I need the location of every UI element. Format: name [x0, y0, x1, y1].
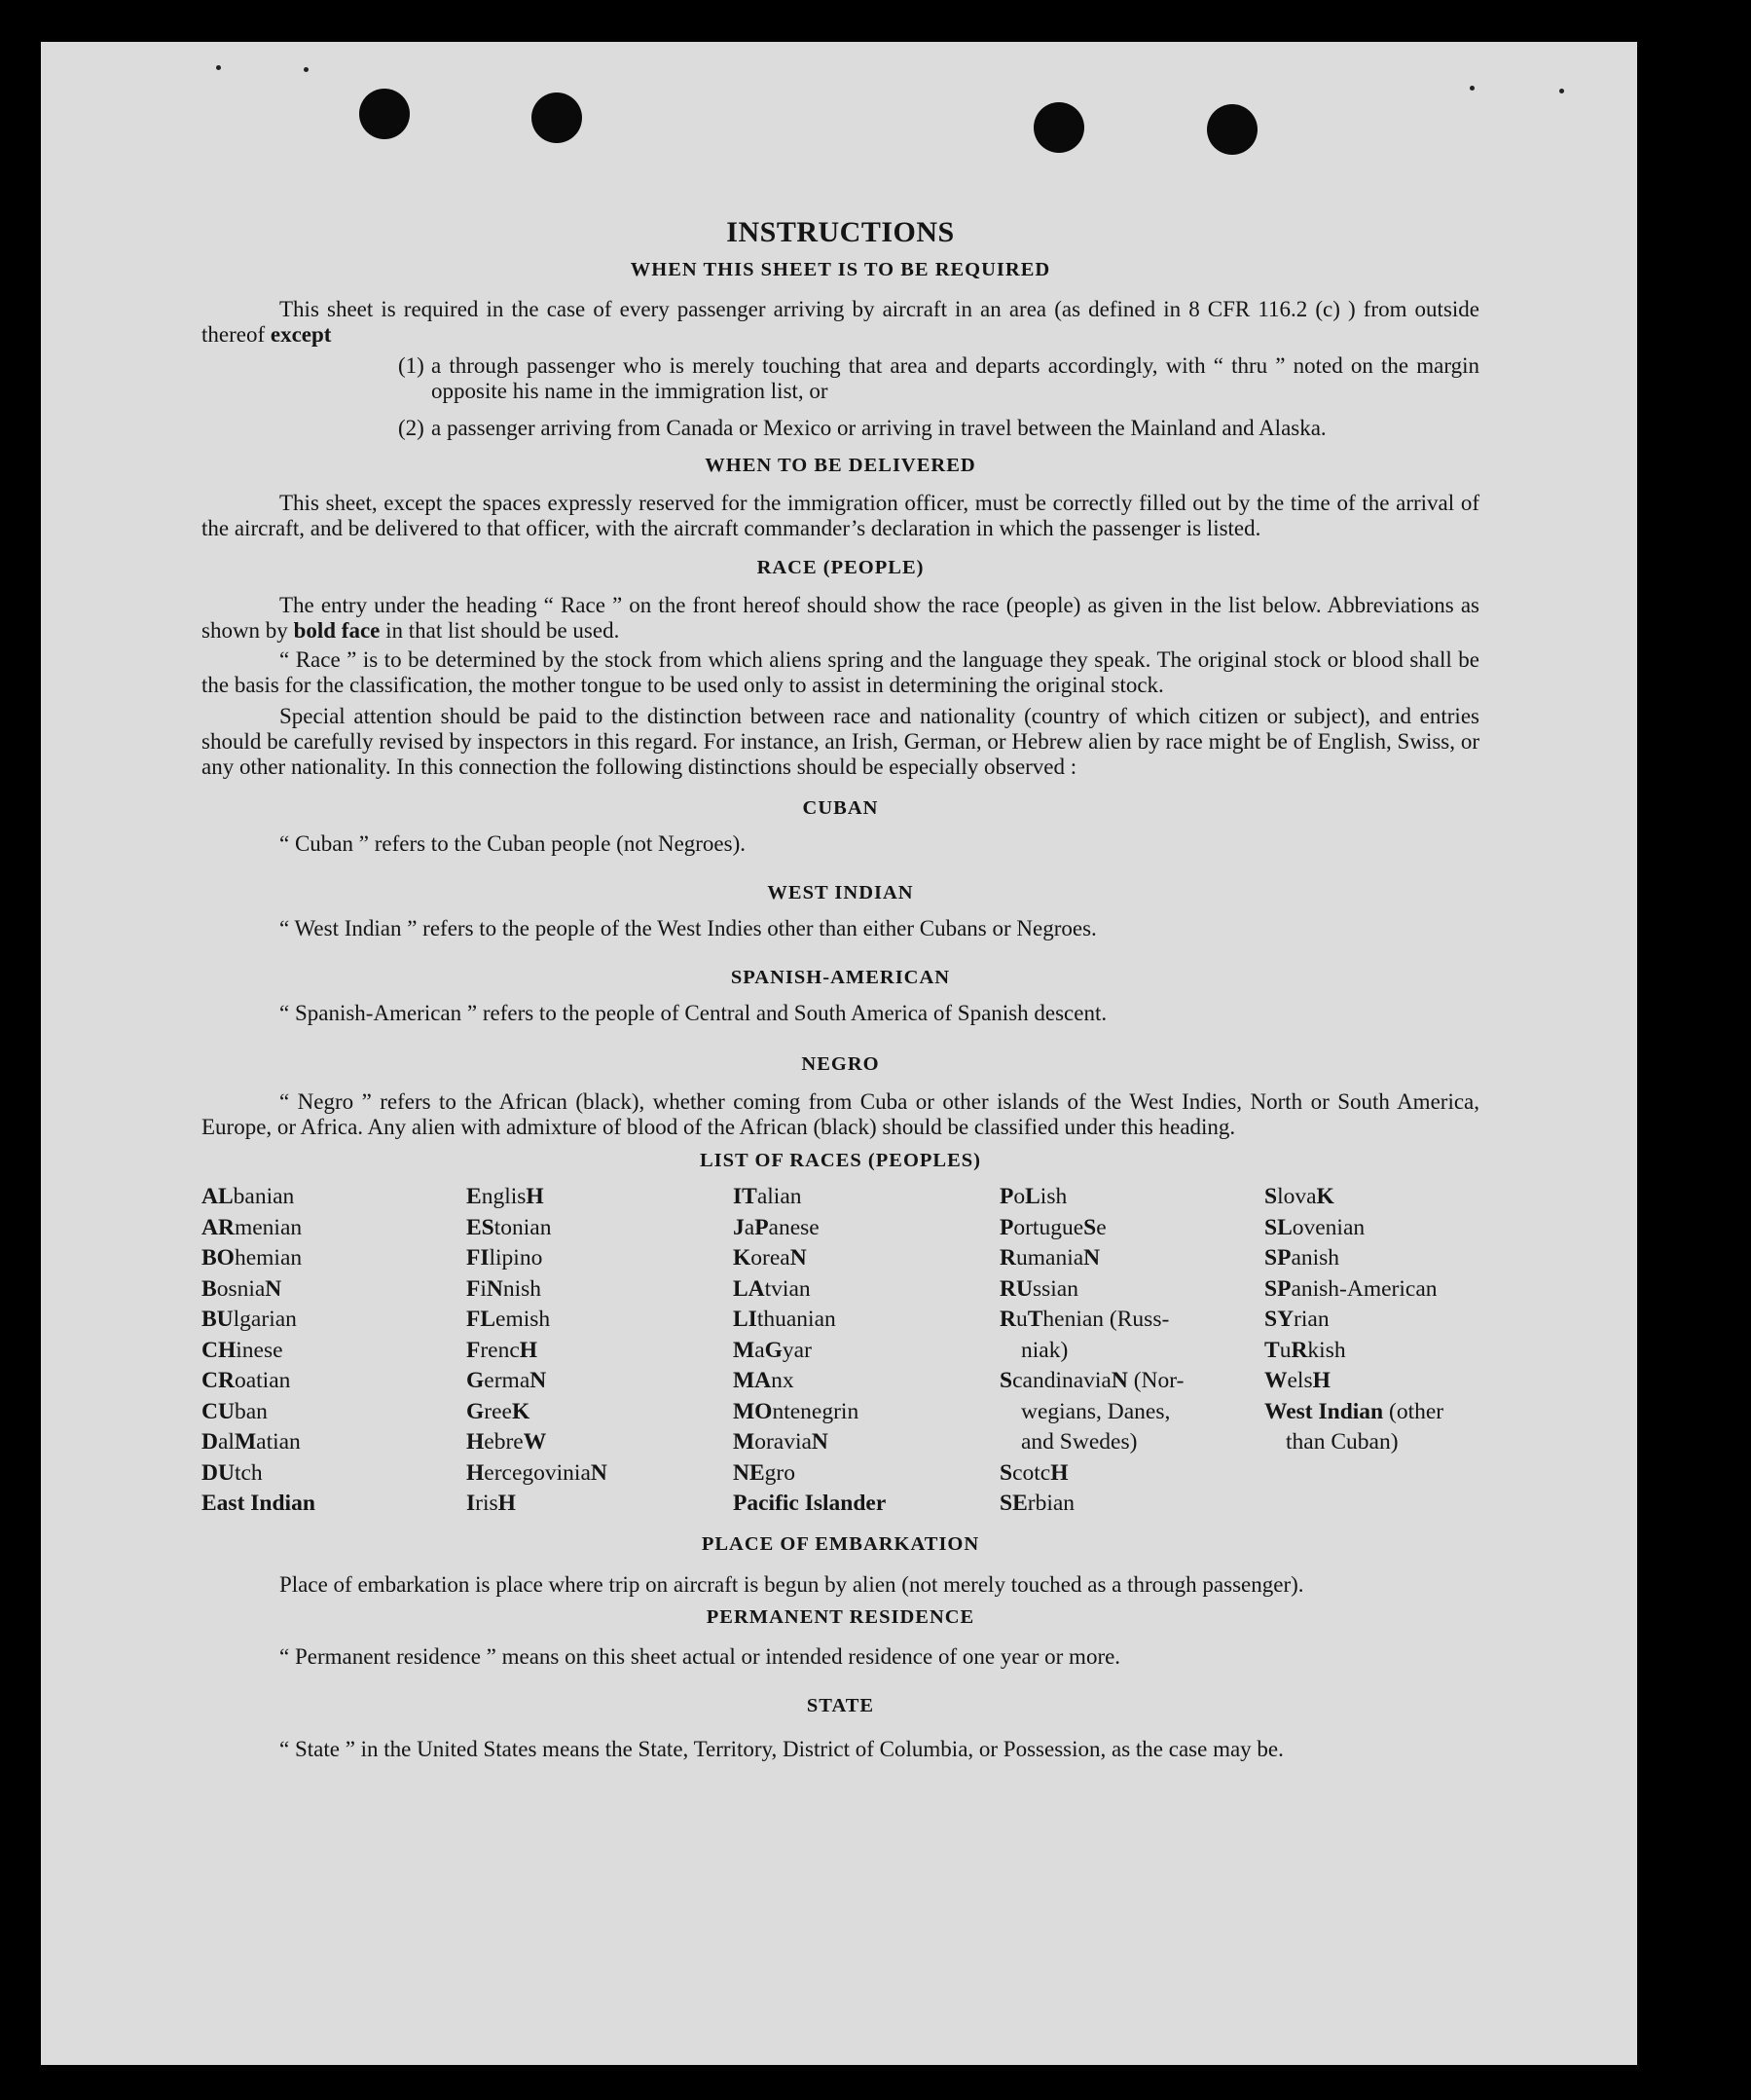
- race-entry: SLovenian: [1264, 1214, 1366, 1240]
- race-entry: BOhemian: [201, 1245, 303, 1271]
- race-entry: BosniaN: [201, 1275, 282, 1302]
- race-entry: SPanish: [1264, 1245, 1340, 1271]
- heading-embarkation: PLACE OF EMBARKATION: [701, 1532, 980, 1555]
- heading-spanish-american: SPANISH-AMERICAN: [730, 967, 951, 988]
- race-paragraph-1: The entry under the heading “ Race ” on the front hereof should show the race (people) as given in the list below. Abbreviations as shown by bold face in that list should be used.: [201, 593, 1479, 643]
- race-entry: DUtch: [201, 1459, 263, 1486]
- race-entry: LIthuanian: [733, 1307, 836, 1332]
- race-entry: BUlgarian: [201, 1307, 297, 1332]
- race-entry: FiNnish: [466, 1275, 542, 1302]
- race-entry: ITalian: [733, 1184, 802, 1209]
- negro-text: “ Negro ” refers to the African (black), whether coming from Cuba or other islands of the West Indies, North or South America, Europe, or Africa. Any alien with admixture of blood of the African (black) should be classified under this heading.: [201, 1089, 1479, 1139]
- race-entry: FIlipino: [466, 1245, 543, 1271]
- speck: [304, 67, 309, 72]
- race-entry: NEgro: [733, 1459, 795, 1486]
- heading-when-required: WHEN THIS SHEET IS TO BE REQUIRED: [630, 259, 1051, 280]
- race-entry: RUssian: [1000, 1275, 1078, 1302]
- west-indian-text: “ West Indian ” refers to the people of the West Indies other than either Cubans or Negroes.: [279, 916, 1097, 940]
- heading-negro: NEGRO: [801, 1053, 880, 1075]
- race-entry: HercegoviniaN: [466, 1459, 607, 1486]
- race-column: [733, 1182, 1000, 1520]
- punch-hole: [1034, 102, 1084, 153]
- page-title: INSTRUCTIONS: [726, 216, 955, 248]
- spanish-american-text: “ Spanish-American ” refers to the people of Central and South America of Spanish descent.: [279, 1001, 1108, 1025]
- heading-west-indian: WEST INDIAN: [767, 882, 914, 903]
- list-item: (2) a passenger arriving from Canada or Mexico or arriving in travel between the Mainland and Alaska.: [398, 416, 1327, 440]
- race-column: [1264, 1182, 1479, 1520]
- punch-hole: [1207, 104, 1258, 155]
- race-entry: SPanish-American: [1264, 1275, 1438, 1302]
- heading-list-of-races: LIST OF RACES (PEOPLES): [700, 1150, 981, 1171]
- race-entry: LAtvian: [733, 1275, 811, 1302]
- race-entry: DalMatian: [201, 1429, 301, 1455]
- race-entry: ALbanian: [201, 1184, 295, 1209]
- race-entry: HebreW: [466, 1429, 547, 1455]
- heading-permanent-residence: PERMANENT RESIDENCE: [706, 1605, 975, 1628]
- heading-cuban: CUBAN: [802, 797, 879, 819]
- speck: [216, 65, 221, 70]
- race-entry: MoraviaN: [733, 1429, 828, 1455]
- document-page: [41, 42, 1637, 2065]
- punch-hole: [531, 92, 582, 143]
- race-column: [1000, 1182, 1264, 1520]
- instructions-content: [201, 173, 1479, 1766]
- race-column: [466, 1182, 733, 1520]
- heading-race: RACE (PEOPLE): [756, 557, 925, 578]
- when-required-intro: This sheet is required in the case of every passenger arriving by aircraft in an area (as defined in 8 CFR 116.2 (c) ) from outside thereof except: [201, 297, 1479, 347]
- race-entry: IrisH: [466, 1491, 516, 1516]
- race-entry: SYrian: [1264, 1307, 1330, 1332]
- race-entry: niak): [1021, 1337, 1069, 1363]
- race-paragraph-3: Special attention should be paid to the distinction between race and nationality (country of which citizen or subject), and entries should be carefully revised by inspectors in this regard. For instance, an Irish, German, or Hebrew alien by race might be of English, Swiss, or any other nationality. In this connection the following distinctions should be especially observed :: [201, 704, 1479, 779]
- race-entry: CRoatian: [201, 1368, 291, 1393]
- speck: [1559, 89, 1564, 93]
- race-entry: KoreaN: [733, 1245, 807, 1271]
- race-entry: ScotcH: [1000, 1459, 1069, 1486]
- speck: [1470, 86, 1475, 91]
- race-paragraph-2: “ Race ” is to be determined by the stock from which aliens spring and the language they speak. The original stock or blood shall be the basis for the classification, the mother tongue to be used only to assist in determining the original stock.: [201, 647, 1479, 697]
- race-entry: WelsH: [1264, 1368, 1331, 1393]
- race-entry: PortugueSe: [1000, 1214, 1107, 1240]
- race-entry: MAnx: [733, 1368, 794, 1393]
- heading-when-delivered: WHEN TO BE DELIVERED: [705, 455, 976, 476]
- race-entry: MOntenegrin: [733, 1398, 859, 1424]
- race-entry: JaPanese: [733, 1214, 820, 1240]
- race-entry: RumaniaN: [1000, 1245, 1101, 1271]
- race-entry: MaGyar: [733, 1337, 812, 1363]
- race-entry: West Indian (other: [1264, 1398, 1444, 1424]
- heading-state: STATE: [806, 1694, 875, 1716]
- list-item: (1) a through passenger who is merely touching that area and departs accordingly, with “ thru ” noted on the margin opposite his name in the immigration list, or: [398, 353, 1479, 403]
- race-entry: SErbian: [1000, 1491, 1076, 1516]
- race-entry: PoLish: [1000, 1184, 1068, 1209]
- race-entry: ScandinaviaN (Nor-: [1000, 1368, 1185, 1393]
- race-entry: wegians, Danes,: [1021, 1398, 1171, 1424]
- race-entry: FLemish: [466, 1307, 551, 1332]
- race-entry: ARmenian: [201, 1214, 303, 1240]
- when-delivered-text: This sheet, except the spaces expressly reserved for the immigration officer, must be correctly filled out by the time of the arrival of the aircraft, and be delivered to that officer, with the aircraft commander’s declaration in which the passenger is listed.: [201, 491, 1479, 540]
- cuban-text: “ Cuban ” refers to the Cuban people (not Negroes).: [279, 831, 747, 856]
- punch-hole: [359, 89, 410, 139]
- state-text: “ State ” in the United States means the State, Territory, District of Columbia, or Possession, as the case may be.: [279, 1736, 1284, 1761]
- race-entry: TuRkish: [1264, 1337, 1346, 1363]
- race-entry: FrencH: [466, 1337, 538, 1363]
- race-entry: GreeK: [466, 1398, 530, 1424]
- race-entry: than Cuban): [1286, 1429, 1399, 1455]
- race-entry: RuThenian (Russ-: [1000, 1307, 1170, 1332]
- race-entry: EStonian: [466, 1214, 552, 1240]
- race-entry: CHinese: [201, 1337, 283, 1363]
- race-entry: Pacific Islander: [733, 1491, 887, 1516]
- embarkation-text: Place of embarkation is place where trip on aircraft is begun by alien (not merely touched as a through passenger).: [279, 1571, 1304, 1597]
- permanent-residence-text: “ Permanent residence ” means on this sheet actual or intended residence of one year or more.: [279, 1643, 1121, 1669]
- race-entry: EnglisH: [466, 1184, 544, 1209]
- race-entry: CUban: [201, 1398, 268, 1424]
- except-word: except: [270, 322, 332, 347]
- race-list: [201, 1182, 1479, 1520]
- race-entry: and Swedes): [1021, 1429, 1138, 1455]
- race-column: [201, 1182, 466, 1520]
- race-entry: East Indian: [201, 1491, 315, 1516]
- race-entry: SlovaK: [1264, 1184, 1334, 1209]
- race-entry: GermaN: [466, 1368, 547, 1393]
